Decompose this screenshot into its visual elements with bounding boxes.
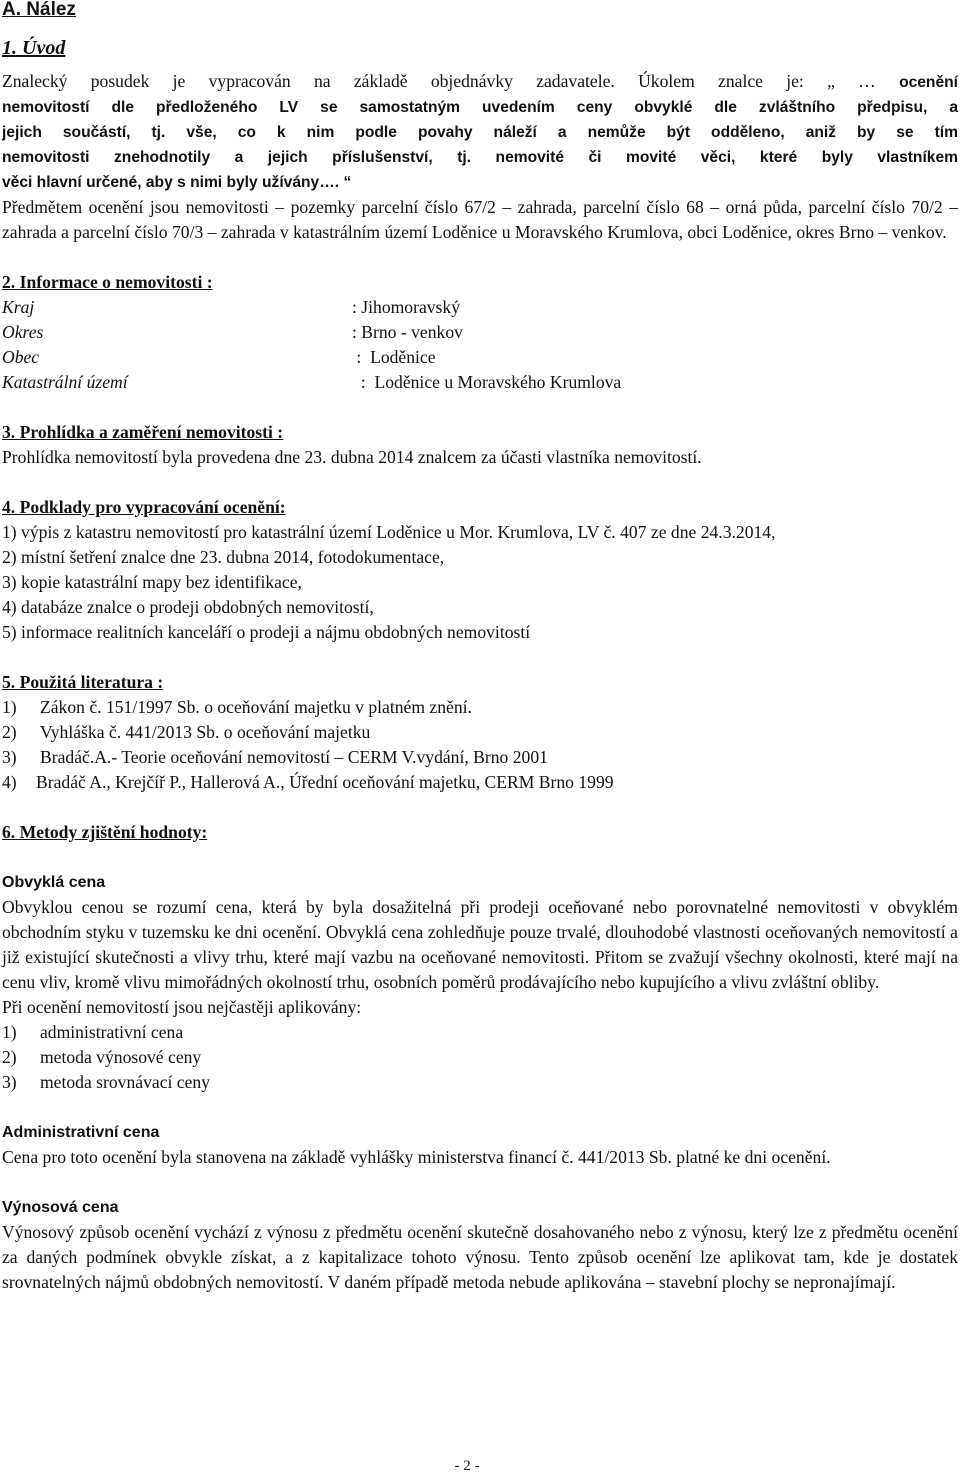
- section-a-heading: A. Nález: [2, 0, 76, 20]
- section-6-heading: 6. Metody zjištění hodnoty:: [2, 822, 208, 842]
- info-row-okres: [2, 320, 958, 345]
- list-item: [2, 720, 958, 745]
- section-5-heading: 5. Použitá literatura :: [2, 672, 164, 692]
- inspection-text: Prohlídka nemovitostí byla provedena dne 23. dubna 2014 znalcem za účasti vlastníka nemovitostí.: [2, 447, 702, 467]
- obvykla-cena-heading: Obvyklá cena: [2, 874, 106, 891]
- list-text: Vyhláška č. 441/2013 Sb. o oceňování majetku: [40, 722, 371, 742]
- document-page: [2, 0, 958, 1295]
- list-item: [2, 1020, 958, 1045]
- administrativni-cena-text: Cena pro toto ocenění byla stanovena na základě vyhlášky ministerstva financí č. 441/2013 Sb. platné ke dni ocenění.: [2, 1147, 831, 1167]
- list-item: [2, 1045, 958, 1070]
- section-2-heading: 2. Informace o nemovitosti :: [2, 272, 213, 292]
- list-text: metoda výnosové ceny: [40, 1047, 202, 1067]
- vynosova-cena-heading: Výnosová cena: [2, 1199, 119, 1216]
- section-4-heading: 4. Podklady pro vypracování ocenění:: [2, 497, 286, 517]
- list-item: [2, 770, 958, 795]
- info-value: : Brno - venkov: [352, 322, 463, 342]
- info-value: : Loděnice u Moravského Krumlova: [352, 372, 622, 392]
- list-number: 1): [2, 1022, 17, 1042]
- list-text: Bradáč.A.- Teorie oceňování nemovitostí – CERM V.vydání, Brno 2001: [40, 747, 548, 767]
- applied-methods-list: [2, 1020, 958, 1095]
- intro-bold-line-3: jejich součástí, tj. vše, co k nim podle povahy náleží a nemůže být odděleno, aniž by se tím: [2, 124, 958, 141]
- list-item: [2, 695, 958, 720]
- section-1-heading: 1. Úvod: [2, 37, 66, 59]
- info-value: : Loděnice: [352, 347, 436, 367]
- list-item: 1) výpis z katastru nemovitostí pro katastrální území Loděnice u Mor. Krumlova, LV č. 407 ze dne 24.3.2014,: [2, 522, 776, 542]
- intro-bold-line-2: nemovitostí dle předloženého LV se samostatným uvedením ceny obvyklé dle zvláštního předpisu, a: [2, 99, 958, 116]
- list-item: 2) místní šetření znalce dne 23. dubna 2014, fotodokumentace,: [2, 547, 445, 567]
- list-number: 2): [2, 1047, 17, 1067]
- info-label: Kraj: [2, 297, 35, 317]
- applied-intro: Při ocenění nemovitostí jsou nejčastěji aplikovány:: [2, 997, 362, 1017]
- list-number: 1): [2, 697, 17, 717]
- documents-list: [2, 520, 958, 645]
- info-row-katastralni-uzemi: [2, 370, 958, 395]
- info-row-kraj: [2, 295, 958, 320]
- list-item: 4) databáze znalce o prodeji obdobných nemovitostí,: [2, 597, 374, 617]
- intro-line-1: Znalecký posudek je vypracován na základě objednávky zadavatele. Úkolem znalce je: „ …: [2, 71, 876, 91]
- intro-paragraph: [2, 69, 958, 245]
- list-item: [2, 1070, 958, 1095]
- list-text: Zákon č. 151/1997 Sb. o oceňování majetku v platném znění.: [40, 697, 472, 717]
- intro-bold-line-4: nemovitosti znehodnotily a jejich příslušenství, tj. nemovité či movité věci, které byly vlastníkem: [2, 149, 958, 166]
- info-label: Obec: [2, 347, 40, 367]
- obvykla-cena-text: Obvyklou cenou se rozumí cena, která by byla dosažitelná při prodeji oceňované nebo porovnatelné nemovitosti v obvyklém obchodním styku v tuzemsku ke dni ocenění. Obvyklá cena zohledňuje pouze trvalé, dlouhodobé vlastnosti oceňovaných nemovitostí a již existující skutečnosti a vlivy trhu, které mají vazbu na oceňované nemovitosti. Přitom se zvažují všechny okolnosti, které mají na cenu vliv, kromě vlivu mimořádných okolností trhu, osobních poměrů prodávajícího nebo kupujícího a vlivu zvláštní obliby.: [2, 897, 958, 992]
- list-text: administrativní cena: [40, 1022, 184, 1042]
- list-text: metoda srovnávací ceny: [40, 1072, 211, 1092]
- info-label: Okres: [2, 322, 44, 342]
- list-text: Bradáč A., Krejčíř P., Hallerová A., Úřední oceňování majetku, CERM Brno 1999: [36, 772, 614, 792]
- list-item: [2, 745, 958, 770]
- intro-bold-ocenění: ocenění: [899, 74, 958, 91]
- list-number: 3): [2, 1072, 17, 1092]
- section-3-heading: 3. Prohlídka a zaměření nemovitosti :: [2, 422, 284, 442]
- list-item: 3) kopie katastrální mapy bez identifikace,: [2, 572, 302, 592]
- intro-bold-line-5: věci hlavní určené, aby s nimi byly užívány…. “: [2, 174, 352, 191]
- vynosova-cena-text: Výnosový způsob ocenění vychází z výnosu z předmětu ocenění skutečně dosahovaného nebo z výnosu, který lze z předmětu ocenění za daných podmínek obvykle získat, a z kapitalizace tohoto výnosu. Tento způsob ocenění lze aplikovat tam, kde je dostatek srovnatelných nájmů obdobných nemovitostí. V daném případě metoda nebude aplikována – stavební plochy se nepronajímají.: [2, 1222, 958, 1292]
- info-row-obec: [2, 345, 958, 370]
- list-number: 3): [2, 747, 17, 767]
- info-value: : Jihomoravský: [352, 297, 461, 317]
- property-info-table: [2, 295, 958, 395]
- info-label: Katastrální území: [2, 372, 128, 392]
- list-item: 5) informace realitních kanceláří o prodeji a nájmu obdobných nemovitostí: [2, 622, 531, 642]
- administrativni-cena-heading: Administrativní cena: [2, 1124, 160, 1141]
- subject-paragraph: Předmětem ocenění jsou nemovitosti – pozemky parcelní číslo 67/2 – zahrada, parcelní číslo 68 – orná půda, parcelní číslo 70/2 – zahrada a parcelní číslo 70/3 – zahrada v katastrálním území Loděnice u Moravského Krumlova, obci Loděnice, okres Brno – venkov.: [2, 197, 958, 242]
- literature-list: [2, 695, 958, 795]
- list-number: 2): [2, 722, 17, 742]
- page-number: - 2 -: [454, 1458, 480, 1474]
- list-number: 4): [2, 772, 17, 792]
